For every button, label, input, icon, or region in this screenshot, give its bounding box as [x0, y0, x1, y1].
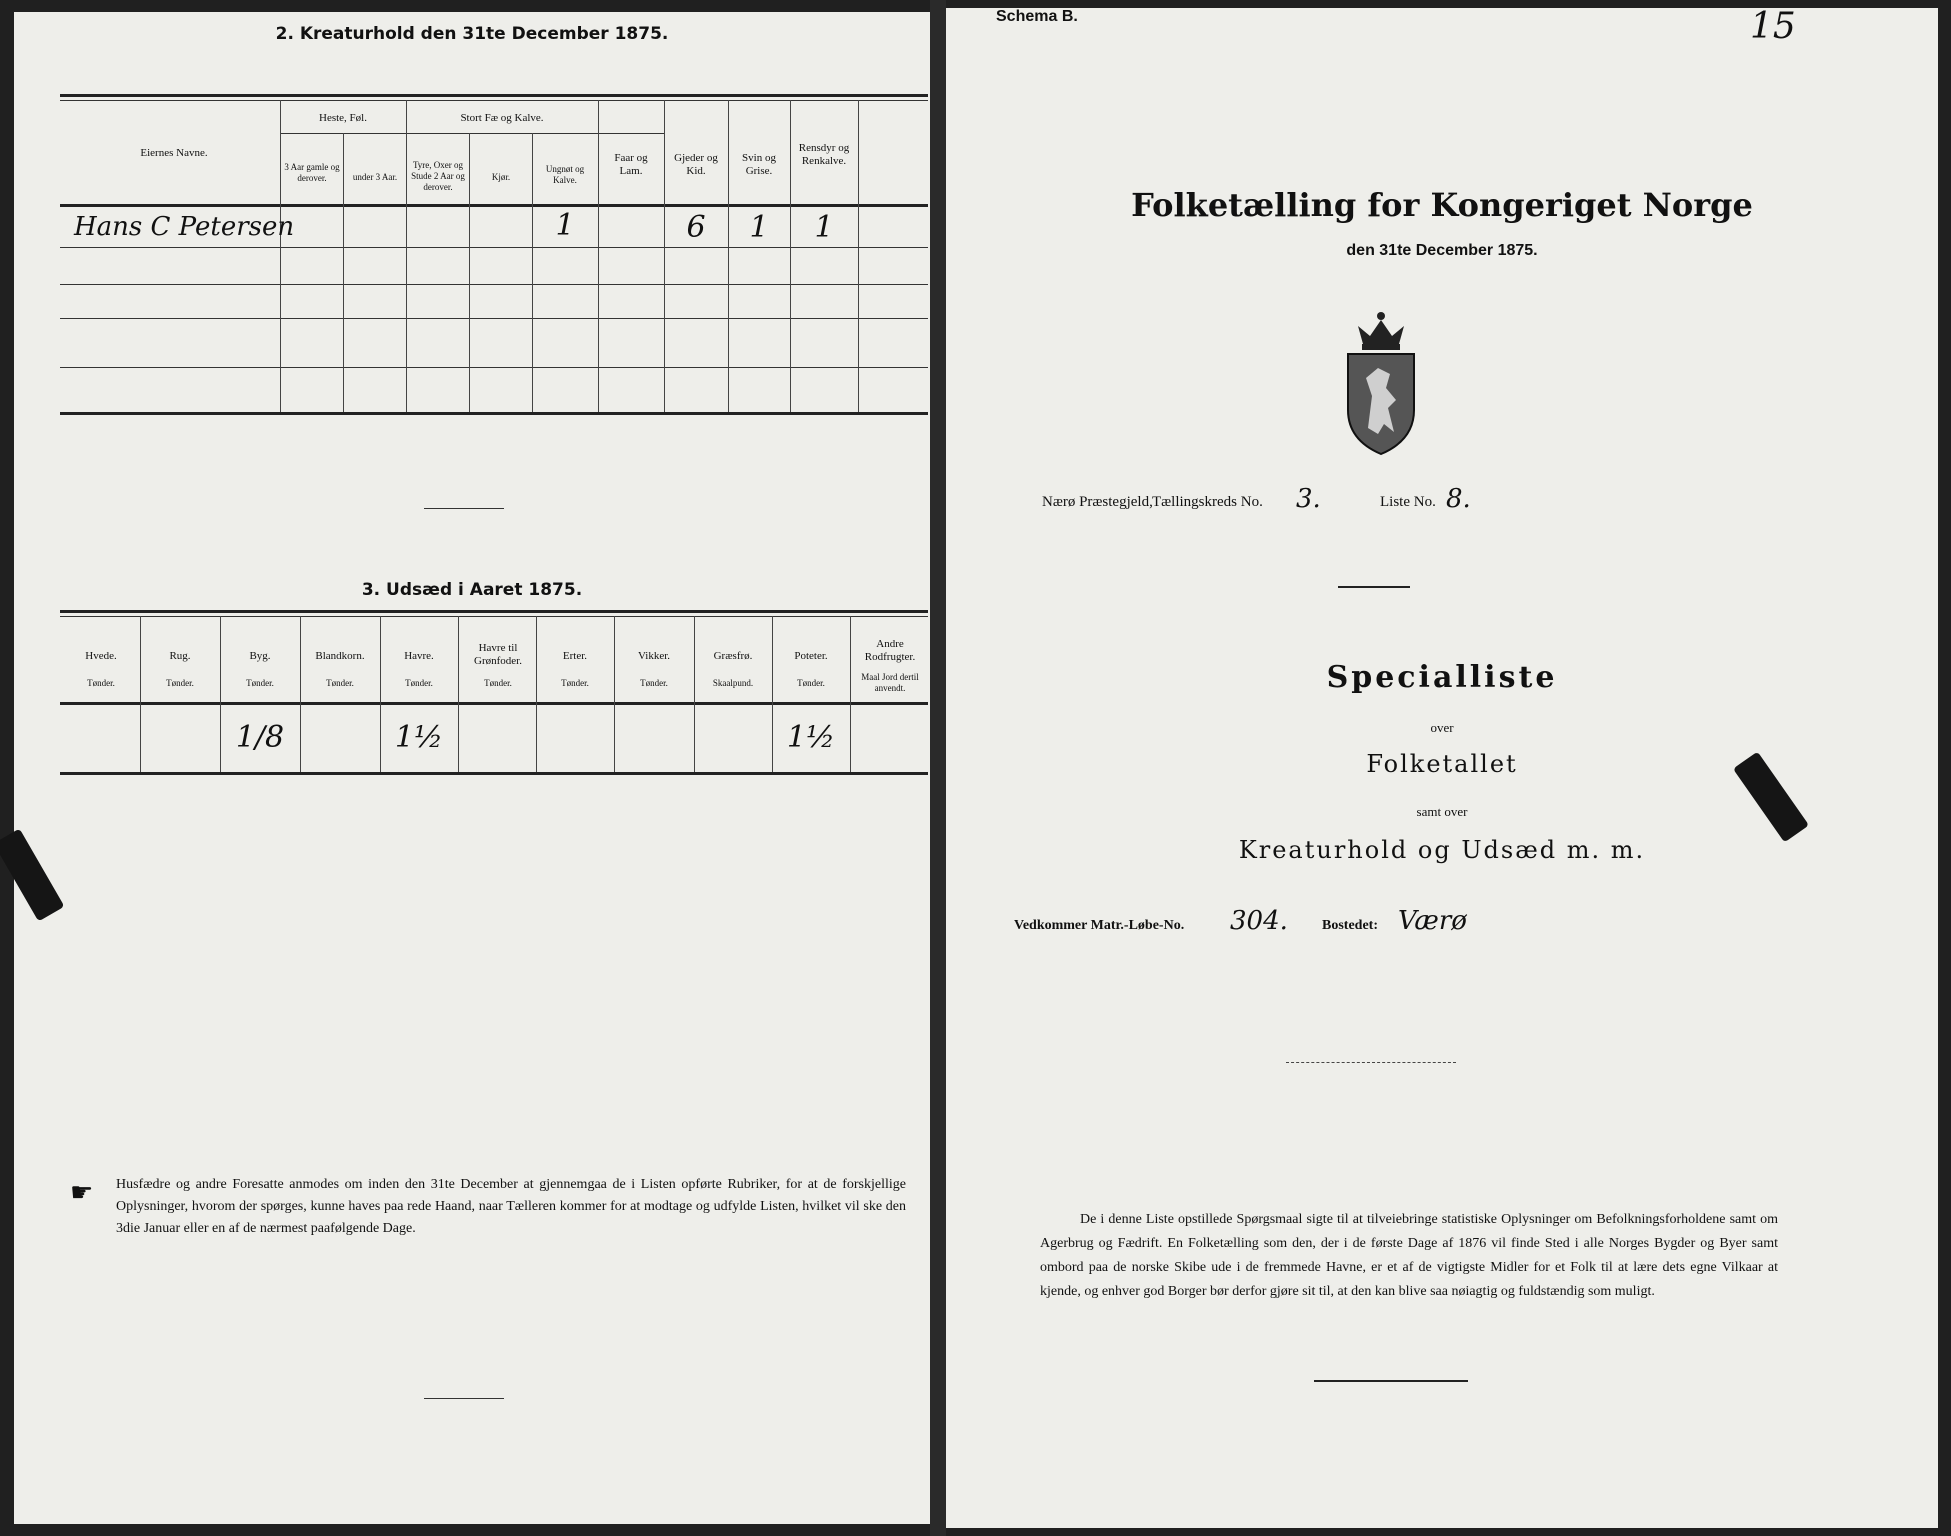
table3-col-rule [694, 616, 695, 772]
liste-value: 8. [1446, 484, 1471, 514]
header-owner: Eiernes Navne. [140, 147, 208, 159]
left-page [14, 12, 930, 1524]
seed-header-poteter: Poteter. [794, 650, 828, 662]
value-gjeder: 1 [749, 210, 769, 245]
seed-header-hvede: Hvede. [85, 650, 117, 662]
header-heste-b: under 3 Aar. [352, 172, 398, 182]
seed-unit-havre: Tønder. [405, 678, 433, 688]
bosted-label: Bostedet: [1322, 918, 1378, 933]
header-svin: Svin og Grise. [742, 152, 776, 177]
table3-header-rule [60, 702, 928, 705]
table2-row-rule [60, 247, 928, 248]
table2-header-rule [60, 204, 928, 207]
value-havre: 1½ [394, 720, 444, 755]
seed-header-rodfrugter: Andre Rodfrugter. [864, 638, 916, 663]
divider [1338, 586, 1410, 588]
seed-unit-vikker: Tønder. [640, 678, 668, 688]
section3-title: 3. Udsæd i Aaret 1875. [361, 580, 583, 600]
right-page [946, 8, 1938, 1528]
value-byg: 1/8 [235, 720, 285, 755]
header-stort-c: Ungnøt og Kalve. [545, 164, 585, 185]
table3-col-rule [300, 616, 301, 772]
over-text: over [1430, 720, 1454, 735]
table3-col-rule [536, 616, 537, 772]
kreds-value: 3. [1296, 484, 1321, 514]
section2-title: 2. Kreaturhold den 31te December 1875. [275, 24, 669, 44]
seed-unit-rodfrugter: Maal Jord dertil anvendt. [861, 672, 919, 693]
liste-label: Liste No. [1380, 494, 1436, 510]
table2-col-rule [598, 100, 599, 412]
coat-of-arms-icon [1338, 308, 1424, 458]
divider [1286, 1062, 1456, 1063]
header-faar: Faar og Lam. [614, 152, 648, 177]
seed-unit-poteter: Tønder. [797, 678, 825, 688]
value-poteter: 1½ [786, 720, 836, 755]
table2-col-rule [406, 100, 407, 412]
seed-header-vikker: Vikker. [637, 650, 671, 662]
divider [424, 1398, 504, 1399]
pointing-hand-icon: ☛ [70, 1178, 94, 1207]
folketallet-text: Folketallet [1366, 750, 1518, 778]
table2-col-rule [280, 100, 281, 412]
seed-header-gronfoder: Havre til Grønfoder. [474, 642, 522, 667]
divider [424, 508, 504, 509]
seed-unit-gronfoder: Tønder. [484, 678, 512, 688]
table2-col-rule [790, 100, 791, 412]
header-heste: Heste, Føl. [319, 112, 367, 124]
page-number: 15 [1750, 8, 1796, 47]
table2-row-rule [60, 367, 928, 368]
main-title: Folketælling for Kongeriget Norge [1131, 186, 1753, 224]
seed-header-blandkorn: Blandkorn. [315, 650, 365, 662]
header-rensdyr: Rensdyr og Renkalve. [798, 142, 850, 167]
table2-top-rule [60, 94, 928, 97]
seed-unit-blandkorn: Tønder. [326, 678, 354, 688]
matr-label: Vedkommer Matr.-Løbe-No. [1014, 918, 1185, 933]
seed-header-erter: Erter. [562, 650, 588, 662]
seed-unit-erter: Tønder. [561, 678, 589, 688]
seed-header-havre: Havre. [404, 650, 434, 662]
table2-row-rule [60, 318, 928, 319]
table2-col-rule [728, 100, 729, 412]
table3-top-rule [60, 610, 928, 613]
matr-value: 304. [1230, 906, 1288, 936]
table3-col-rule [140, 616, 141, 772]
seed-unit-hvede: Tønder. [87, 678, 115, 688]
kreds-label: Tællingskreds No. [1152, 494, 1263, 510]
seed-header-rug: Rug. [169, 650, 191, 662]
seed-header-byg: Byg. [249, 650, 271, 662]
parish-label: Nærø Præstegjeld, [1042, 494, 1153, 510]
owner-name: Hans C Petersen [74, 212, 295, 242]
header-gjeder: Gjeder og Kid. [674, 152, 718, 177]
value-svin: 1 [814, 210, 834, 245]
notice-text: Husfædre og andre Foresatte anmodes om inden den 31te December at gjennemgaa de i Listen opførte Rubriker, for at de forskjellige Oplysninger, hvorom der spørges, kunne haves paa rede Haand, naar Tælleren kommer for at modtage og udfylde Listen, hvilket vil ske den 3die Januar eller en af de nærmest paafølgende Dage. [116, 1177, 906, 1236]
header-stort: Stort Fæ og Kalve. [460, 112, 544, 124]
table3-col-rule [850, 616, 851, 772]
header-stort-a: Tyre, Oxer og Stude 2 Aar og derover. [411, 160, 465, 192]
table3-col-rule [458, 616, 459, 772]
kreaturhold-text: Kreaturhold og Udsæd m. m. [1238, 836, 1646, 864]
table3-top-rule-2 [60, 616, 928, 617]
table2-col-rule [858, 100, 859, 412]
table2-col-rule [664, 100, 665, 412]
schema-label: Schema B. [996, 8, 1078, 25]
page-gutter [930, 0, 946, 1536]
table3-col-rule [614, 616, 615, 772]
bosted-value: Værø [1398, 906, 1467, 936]
subtitle: den 31te December 1875. [1346, 242, 1538, 259]
seed-unit-graesfro: Skaalpund. [712, 678, 754, 688]
seed-unit-rug: Tønder. [166, 678, 194, 688]
seed-header-graesfro: Græsfrø. [713, 650, 753, 662]
samt-over-text: samt over [1416, 804, 1468, 819]
table3-bottom-rule [60, 772, 928, 775]
table2-bottom-rule [60, 412, 928, 415]
value-kjor: 1 [555, 208, 575, 243]
table2-subheader-rule [280, 133, 664, 134]
specialliste-heading: Specialliste [1326, 660, 1558, 695]
explanation-paragraph: De i denne Liste opstillede Spørgsmaal sigte til at tilveiebringe statistiske Oplysninger om Befolkningsforholdene samt om Agerbrug og Fædrift. En Folketælling som den, der i de første Dage af 1876 vil finde Sted i alle Norges Bygder og Byer samt ombord paa de norske Skibe ude i de fremmede Havne, er et af de vigtigste Midler for et Folk til at lære dets egne Vilkaar at kjende, og enhver god Borger bør derfor gjøre sit til, at den kan blive saa nøiagtig og fuldstændig som muligt. [1040, 1212, 1778, 1299]
table2-row-rule [60, 284, 928, 285]
divider [1314, 1380, 1468, 1382]
header-heste-a: 3 Aar gamle og derover. [284, 162, 340, 183]
seed-unit-byg: Tønder. [246, 678, 274, 688]
header-stort-b: Kjør. [491, 172, 511, 182]
table2-top-rule-2 [60, 100, 928, 101]
value-faar: 6 [686, 210, 706, 245]
table2-col-rule [343, 133, 344, 412]
